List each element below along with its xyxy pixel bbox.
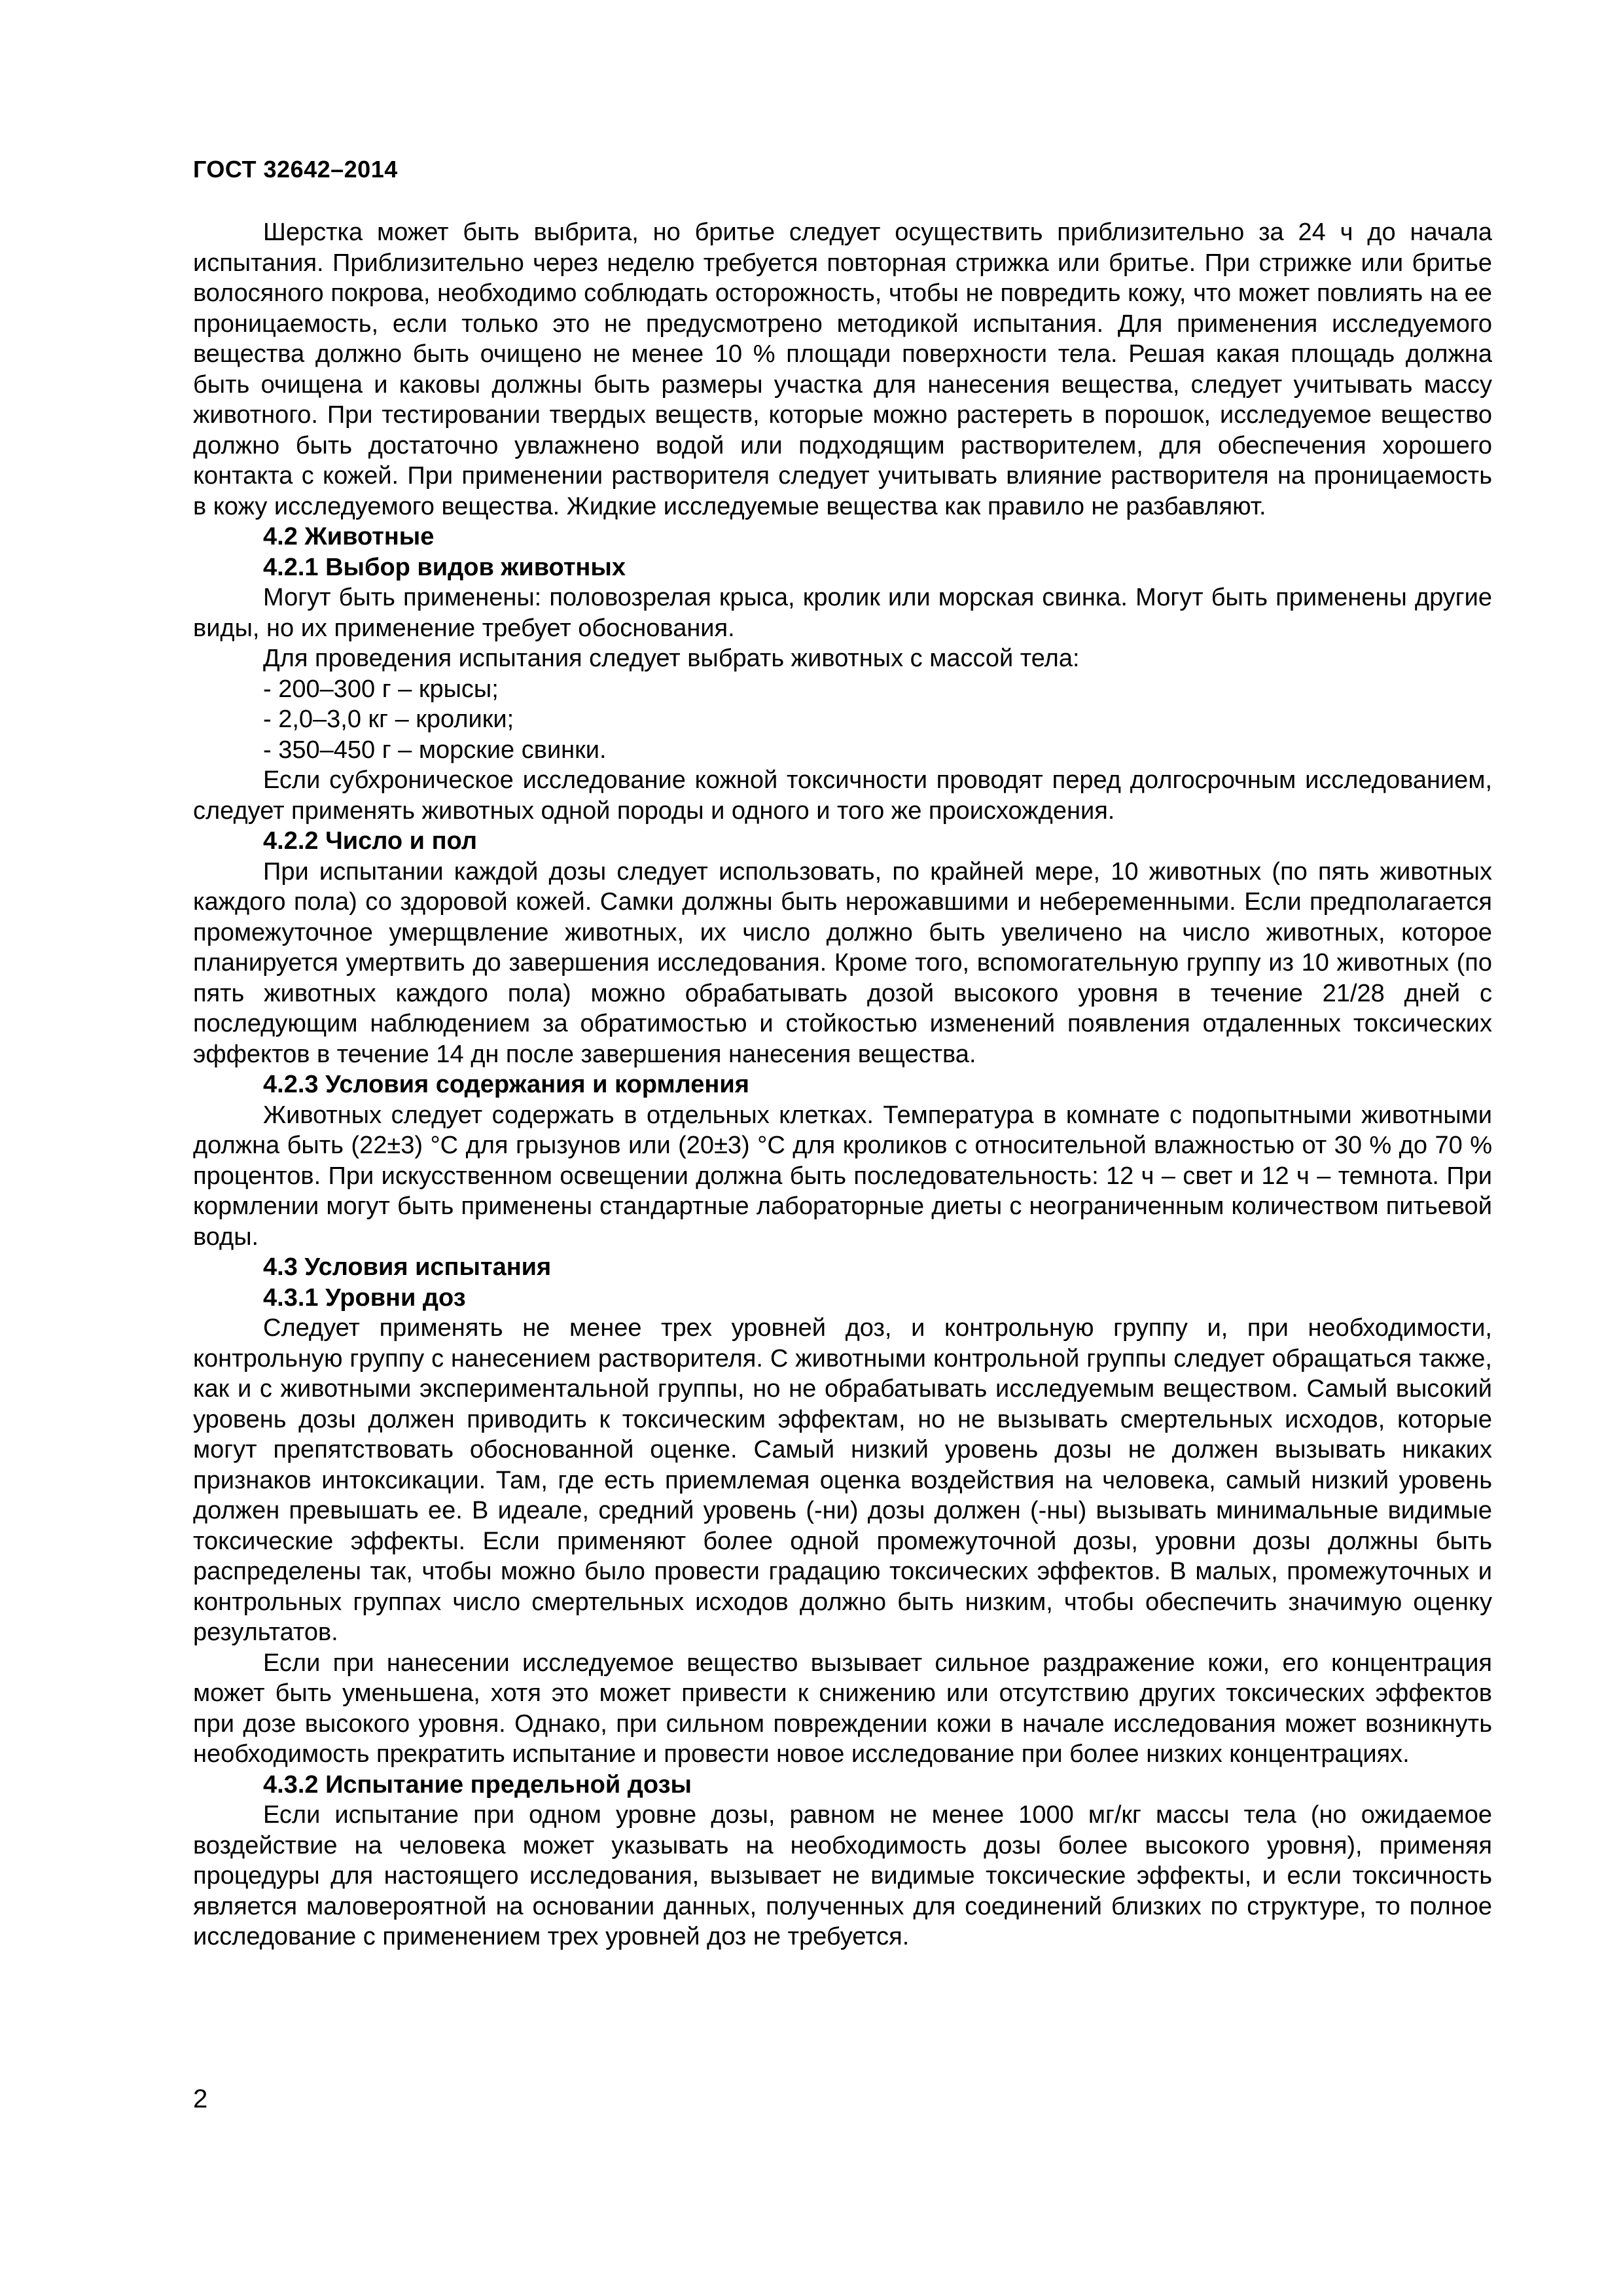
heading-4-2-3-housing: 4.2.3 Условия содержания и кормления bbox=[263, 1071, 749, 1098]
list-item-rats: - 200–300 г – крысы; bbox=[263, 675, 499, 703]
heading-4-3-2-limit-test: 4.3.2 Испытание предельной дозы bbox=[263, 1770, 692, 1799]
paragraph-housing: Животных следует содержать в отдельных клетках. Температура в комнате с подопытными животными должна быть (22±3) °С для грызунов или (20±3) °С для кроликов с относительной влажностью от 30 % до 70 % процентов. При искусственном освещении должна быть последовательность: 12 ч – свет и 12 ч – темнота. При кормлении могут быть применены стандартные лабораторные диеты с неограниченным количеством питьевой воды. bbox=[193, 1101, 1492, 1251]
heading-4-2-animals: 4.2 Животные bbox=[263, 523, 435, 550]
list-item-guinea-pigs: - 350–450 г – морские свинки. bbox=[263, 736, 607, 764]
paragraph-shaving: Шерстка может быть выбрита, но бритье следует осуществить приблизительно за 24 ч до начала испытания. Приблизительно через неделю требуется повторная стрижка или бритье. При стрижке или бритье волосяного покрова, необходимо соблюдать осторожность, чтобы не повредить кожу, что может повлиять на ее проницаемость, если только это не предусмотрено методикой испытания. Для применения исследуемого вещества должно быть очищено не менее 10 % площади поверхности тела. Решая какая площадь должна быть очищена и каковы должны быть размеры участка для нанесения вещества, следует учитывать массу животного. При тестировании твердых веществ, которые можно растереть в порошок, исследуемое вещество должно быть достаточно увлажнено водой или подходящим растворителем, для обеспечения хорошего контакта с кожей. При применении растворителя следует учитывать влияние растворителя на проницаемость в кожу исследуемого вещества. Жидкие исследуемые вещества как правило не разбавляют. bbox=[193, 219, 1492, 520]
list-item-rabbits: - 2,0–3,0 кг – кролики; bbox=[263, 706, 514, 733]
paragraph-limit-test: Если испытание при одном уровне дозы, равном не менее 1000 мг/кг массы тела (но ожидаемое воздействие на человека может указывать на необходимость дозы более высокого уровня), применяя процедуры для настоящего исследования, вызывает не видимые токсические эффекты, и если токсичность является маловероятной на основании данных, полученных для соединений близких по структуре, то полное исследование с применением трех уровней доз не требуется. bbox=[193, 1801, 1492, 1950]
heading-4-2-2-number-sex: 4.2.2 Число и пол bbox=[263, 827, 477, 855]
heading-4-3-test-conditions: 4.3 Условия испытания bbox=[263, 1253, 552, 1281]
heading-4-3-1-dose-levels: 4.3.1 Уровни доз bbox=[263, 1283, 466, 1312]
paragraph-subchronic: Если субхроническое исследование кожной токсичности проводят перед долгосрочным исследованием, следует применять животных одной породы и одного и того же происхождения. bbox=[193, 766, 1492, 825]
paragraph-species: Могут быть применены: половозрелая крыса, кролик или морская свинка. Могут быть применены другие виды, но их применение требует обоснования. bbox=[193, 584, 1492, 642]
heading-4-2-1-species: 4.2.1 Выбор видов животных bbox=[263, 553, 626, 581]
paragraph-dose-levels: Следует применять не менее трех уровней доз, и контрольную группу и, при необходимости, контрольную группу с нанесением растворителя. С животными контрольной группы следует обращаться также, как и с животными экспериментальной группы, но не обрабатывать исследуемым веществом. Самый высокий уровень дозы должен приводить к токсическим эффектам, но не вызывать смертельных исходов, которые могут препятствовать обоснованной оценке. Самый низкий уровень дозы не должен вызывать никаких признаков интоксикации. Там, где есть приемлемая оценка воздействия на человека, самый низкий уровень должен превышать ее. В идеале, средний уровень (-ни) дозы должен (-ны) вызывать минимальные видимые токсические эффекты. Если применяют более одной промежуточной дозы, уровни дозы должны быть распределены так, чтобы можно было провести градацию токсических эффектов. В малых, промежуточных и контрольных группах число смертельных исходов должно быть низким, чтобы обеспечить значимую оценку результатов. bbox=[193, 1314, 1492, 1646]
paragraph-number-sex: При испытании каждой дозы следует использовать, по крайней мере, 10 животных (по пять животных каждого пола) со здоровой кожей. Самки должны быть нерожавшими и небеременными. Если предполагается промежуточное умерщвление животных, их число должно быть увеличено на число животных, которое планируется умертвить до завершения исследования. Кроме того, вспомогательную группу из 10 животных (по пять животных каждого пола) можно обрабатывать дозой высокого уровня в течение 21/28 дней с последующим наблюдением за обратимостью и стойкостью изменений появления отдаленных токсических эффектов в течение 14 дн после завершения нанесения вещества. bbox=[193, 857, 1492, 1068]
document-header: ГОСТ 32642–2014 bbox=[193, 156, 398, 183]
paragraph-body-mass-intro: Для проведения испытания следует выбрать животных с массой тела: bbox=[263, 645, 1080, 672]
paragraph-irritation: Если при нанесении исследуемое вещество вызывает сильное раздражение кожи, его концентрация может быть уменьшена, хотя это может привести к снижению или отсутствию других токсических эффектов при дозе высокого уровня. Однако, при сильном повреждении кожи в начале исследования может возникнуть необходимость прекратить испытание и провести новое исследование при более низких концентрациях. bbox=[193, 1649, 1492, 1768]
document-body bbox=[193, 217, 1492, 1952]
page-number: 2 bbox=[193, 2085, 208, 2113]
